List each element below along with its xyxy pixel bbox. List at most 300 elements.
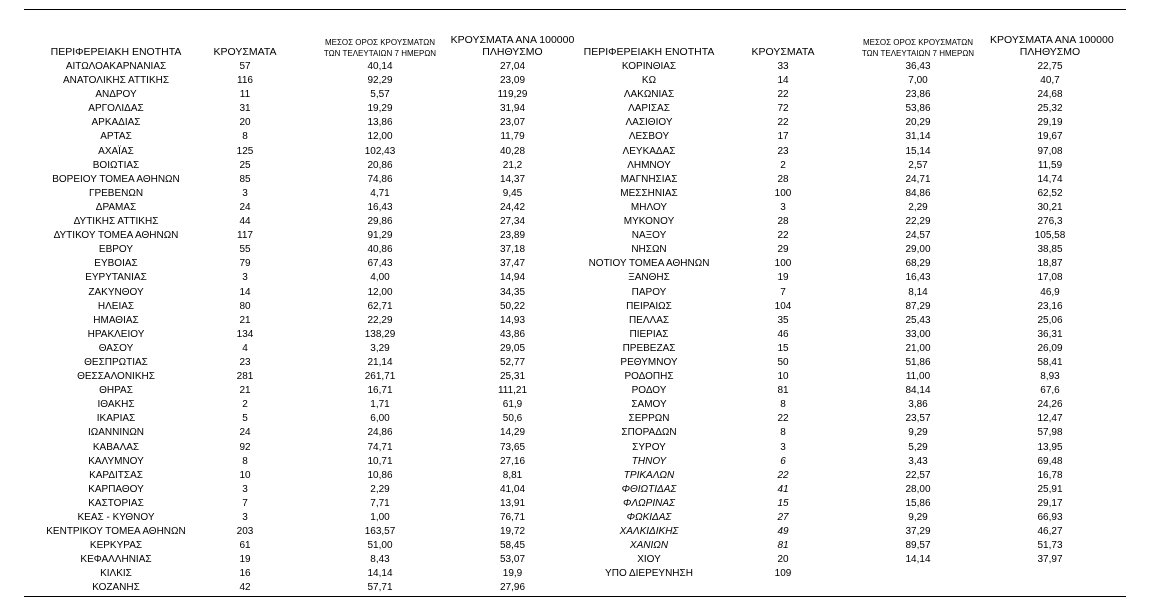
header-cases-left: ΚΡΟΥΣΜΑΤΑ <box>213 46 277 58</box>
table-row <box>0 271 1155 285</box>
table-row <box>0 116 1155 130</box>
region-cell: ΜΑΓΝΗΣΙΑΣ <box>620 173 678 185</box>
per100k-cell: 38,85 <box>1037 244 1063 256</box>
cases-cell: 46 <box>777 328 789 340</box>
per100k-cell: 25,06 <box>1037 314 1063 326</box>
cases-cell: 81 <box>777 540 789 552</box>
avg7-cell: 31,14 <box>905 131 931 143</box>
table-row <box>0 74 1155 88</box>
region-cell: ΑΙΤΩΛΟΑΚΑΡΝΑΝΙΑΣ <box>65 61 167 72</box>
header-avg7-left-line1: ΜΕΣΟΣ ΟΡΟΣ ΚΡΟΥΣΜΑΤΩΝ <box>324 38 436 47</box>
table-row <box>0 314 1155 328</box>
per100k-cell: 14,37 <box>499 173 526 185</box>
table-row <box>0 525 1155 539</box>
region-cell: ΚΑΡΠΑΘΟΥ <box>88 483 144 495</box>
region-cell: ΥΠΟ ΔΙΕΡΕΥΝΗΣΗ <box>605 568 693 580</box>
avg7-cell: 7,71 <box>370 497 390 509</box>
per100k-cell: 37,97 <box>1037 554 1063 566</box>
table-row <box>0 553 1155 567</box>
region-cell: ΕΥΡΥΤΑΝΙΑΣ <box>85 272 147 284</box>
per100k-cell: 8,93 <box>1040 371 1060 383</box>
avg7-cell: 33,00 <box>905 328 931 340</box>
cases-table <box>0 60 1155 596</box>
cases-cell: 33 <box>777 61 789 72</box>
avg7-cell: 29,00 <box>905 244 931 256</box>
region-cell: ΤΗΝΟΥ <box>631 455 667 467</box>
table-row <box>0 102 1155 116</box>
avg7-cell: 21,14 <box>367 356 393 368</box>
cases-cell: 35 <box>777 314 789 326</box>
region-cell: ΑΝΔΡΟΥ <box>95 89 137 101</box>
region-cell: ΡΟΔΟΠΗΣ <box>624 371 674 383</box>
per100k-cell: 23,07 <box>499 117 526 129</box>
region-cell: ΑΧΑΪΑΣ <box>98 145 134 157</box>
region-cell: ΝΗΣΩΝ <box>631 244 667 256</box>
avg7-cell: 9,29 <box>908 427 928 439</box>
region-cell: ΛΑΚΩΝΙΑΣ <box>623 89 675 101</box>
per100k-cell: 30,21 <box>1037 201 1063 213</box>
region-cell: ΙΩΑΝΝΙΝΩΝ <box>87 427 145 439</box>
avg7-cell: 3,29 <box>370 342 390 354</box>
cases-cell: 5 <box>242 413 248 425</box>
cases-cell: 104 <box>774 300 792 312</box>
cases-cell: 22 <box>777 230 789 242</box>
per100k-cell: 119,29 <box>497 89 528 101</box>
per100k-cell: 14,29 <box>499 427 526 439</box>
cases-cell: 6 <box>780 455 786 467</box>
cases-cell: 19 <box>777 272 789 284</box>
avg7-cell: 20,29 <box>905 117 931 129</box>
header-per100k-left <box>450 34 575 58</box>
per100k-cell: 14,74 <box>1037 173 1063 185</box>
table-row <box>0 483 1155 497</box>
per100k-cell: 23,89 <box>499 230 526 242</box>
table-row <box>0 384 1155 398</box>
per100k-cell: 13,95 <box>1037 441 1063 453</box>
per100k-cell: 41,04 <box>499 483 526 495</box>
region-cell: ΔΡΑΜΑΣ <box>95 201 137 213</box>
cases-cell: 2 <box>242 399 248 411</box>
per100k-cell: 13,91 <box>499 497 526 509</box>
per100k-cell: 23,09 <box>499 75 526 87</box>
table-row <box>0 173 1155 187</box>
avg7-cell: 23,86 <box>905 89 931 101</box>
cases-cell: 20 <box>239 117 251 129</box>
table-row <box>0 130 1155 144</box>
header-per100k-left-line1: ΚΡΟΥΣΜΑΤΑ ΑΝΑ 100000 <box>450 34 575 46</box>
avg7-cell: 5,29 <box>908 441 928 453</box>
cases-cell: 8 <box>780 399 786 411</box>
table-row <box>0 187 1155 201</box>
avg7-cell: 24,71 <box>905 173 931 185</box>
header-avg7-left <box>310 37 450 59</box>
cases-cell: 117 <box>237 230 253 242</box>
region-cell: ΚΕΦΑΛΛΗΝΙΑΣ <box>80 554 152 566</box>
cases-cell: 8 <box>242 455 248 467</box>
avg7-cell: 2,57 <box>908 159 928 171</box>
avg7-cell: 51,00 <box>367 540 393 552</box>
cases-cell: 28 <box>777 216 789 228</box>
avg7-cell: 14,14 <box>367 568 393 580</box>
region-cell: ΧΙΟΥ <box>637 554 661 566</box>
per100k-cell: 37,47 <box>499 258 526 270</box>
header-per100k-left-line2: ΠΛΗΘΥΣΜΟ <box>482 46 543 58</box>
region-cell: ΧΑΝΙΩΝ <box>629 540 669 552</box>
cases-cell: 203 <box>236 526 254 538</box>
avg7-cell: 261,71 <box>364 371 396 383</box>
avg7-cell: 3,86 <box>908 399 928 411</box>
per100k-cell: 40,7 <box>1040 75 1060 87</box>
avg7-cell: 87,29 <box>905 300 931 312</box>
avg7-cell: 68,29 <box>905 258 931 270</box>
cases-cell: 81 <box>777 385 789 397</box>
per100k-cell: 73,65 <box>499 441 526 453</box>
header-per100k-right-line1: ΚΡΟΥΣΜΑΤΑ ΑΝΑ 100000 <box>990 34 1114 46</box>
per100k-cell: 21,2 <box>502 159 523 171</box>
region-cell: ΑΡΚΑΔΙΑΣ <box>91 117 141 129</box>
per100k-cell: 58,45 <box>499 540 526 552</box>
region-cell: ΞΑΝΘΗΣ <box>628 272 670 284</box>
region-cell: ΘΗΡΑΣ <box>99 385 133 397</box>
per100k-cell: 31,94 <box>499 103 526 115</box>
table-row <box>0 511 1155 525</box>
table-row <box>0 257 1155 271</box>
cases-cell: 3 <box>242 483 248 495</box>
avg7-cell: 16,43 <box>367 201 393 213</box>
cases-cell: 15 <box>777 342 789 354</box>
avg7-cell: 15,14 <box>905 145 931 157</box>
region-cell: ΤΡΙΚΑΛΩΝ <box>623 469 675 481</box>
cases-cell: 24 <box>239 427 251 439</box>
per100k-cell: 58,41 <box>1037 356 1063 368</box>
per100k-cell: 23,16 <box>1037 300 1063 312</box>
region-cell: ΧΑΛΚΙΔΙΚΗΣ <box>619 526 679 538</box>
region-cell: ΗΛΕΙΑΣ <box>97 300 135 312</box>
avg7-cell: 16,43 <box>905 272 931 284</box>
header-avg7-right-line1: ΜΕΣΟΣ ΟΡΟΣ ΚΡΟΥΣΜΑΤΩΝ <box>862 38 974 47</box>
per100k-cell: 16,78 <box>1037 469 1063 481</box>
table-row <box>0 469 1155 483</box>
avg7-cell: 16,71 <box>367 385 393 397</box>
cases-cell: 3 <box>780 201 786 213</box>
region-cell: ΝΑΞΟΥ <box>631 230 667 242</box>
table-row <box>0 370 1155 384</box>
cases-cell: 17 <box>777 131 789 143</box>
per100k-cell: 46,27 <box>1037 526 1063 538</box>
per100k-cell: 27,16 <box>499 455 526 467</box>
region-cell: ΕΒΡΟΥ <box>98 244 134 256</box>
avg7-cell: 12,00 <box>367 131 393 143</box>
cases-cell: 10 <box>239 469 251 481</box>
per100k-cell: 27,96 <box>499 582 526 594</box>
region-cell: ΦΘΙΩΤΙΔΑΣ <box>621 483 677 495</box>
table-row <box>0 539 1155 553</box>
avg7-cell: 40,14 <box>367 61 393 72</box>
avg7-cell: 22,57 <box>905 469 931 481</box>
avg7-cell: 22,29 <box>905 216 931 228</box>
region-cell: ΚΑΡΔΙΤΣΑΣ <box>89 469 143 481</box>
avg7-cell: 22,29 <box>367 314 393 326</box>
cases-cell: 100 <box>774 187 792 199</box>
avg7-cell: 8,43 <box>370 554 390 566</box>
region-cell: ΙΚΑΡΙΑΣ <box>96 413 136 425</box>
cases-cell: 20 <box>777 554 789 566</box>
per100k-cell: 17,08 <box>1037 272 1063 284</box>
avg7-cell: 4,71 <box>370 187 390 199</box>
per100k-cell: 27,34 <box>499 216 526 228</box>
per100k-cell: 36,31 <box>1037 328 1063 340</box>
cases-cell: 16 <box>239 568 251 580</box>
cases-cell: 3 <box>242 187 248 199</box>
avg7-cell: 2,29 <box>908 201 928 213</box>
cases-cell: 3 <box>242 512 248 523</box>
header-per100k-right <box>990 34 1114 58</box>
table-row <box>0 342 1155 356</box>
avg7-cell: 62,71 <box>367 300 393 312</box>
table-row <box>0 441 1155 455</box>
avg7-cell: 53,86 <box>905 103 931 115</box>
per100k-cell: 43,86 <box>499 328 526 340</box>
table-row <box>0 455 1155 469</box>
table-row <box>0 88 1155 102</box>
per100k-cell: 40,28 <box>499 145 526 157</box>
per100k-cell: 111,21 <box>497 385 528 397</box>
cases-cell: 125 <box>236 145 254 157</box>
avg7-cell: 84,86 <box>905 187 931 199</box>
region-cell: ΛΑΣΙΘΙΟΥ <box>625 117 673 129</box>
cases-cell: 19 <box>239 554 251 566</box>
region-cell: ΛΕΣΒΟΥ <box>628 131 670 143</box>
per100k-cell: 25,31 <box>499 371 526 383</box>
avg7-cell: 25,43 <box>905 314 931 326</box>
avg7-cell: 74,71 <box>367 441 393 453</box>
cases-cell: 50 <box>777 356 789 368</box>
region-cell: ΚΟΖΑΝΗΣ <box>92 582 140 594</box>
avg7-cell: 74,86 <box>367 173 393 185</box>
region-cell: ΣΑΜΟΥ <box>631 399 667 411</box>
region-cell: ΚΕΑΣ - ΚΥΘΝΟΥ <box>77 512 155 523</box>
avg7-cell: 5,57 <box>370 89 390 101</box>
region-cell: ΠΡΕΒΕΖΑΣ <box>622 342 676 354</box>
cases-cell: 21 <box>239 314 251 326</box>
per100k-cell: 53,07 <box>499 554 526 566</box>
table-row <box>0 243 1155 257</box>
cases-cell: 31 <box>239 103 251 115</box>
header-per100k-right-line2: ΠΛΗΘΥΣΜΟ <box>1019 46 1081 58</box>
region-cell: ΛΕΥΚΑΔΑΣ <box>622 145 676 157</box>
cases-cell: 100 <box>774 258 792 270</box>
avg7-cell: 10,71 <box>367 455 393 467</box>
per100k-cell: 24,68 <box>1037 89 1063 101</box>
cases-cell: 85 <box>239 173 251 185</box>
avg7-cell: 20,86 <box>367 159 393 171</box>
cases-cell: 10 <box>777 371 789 383</box>
avg7-cell: 40,86 <box>367 244 393 256</box>
region-cell: ΖΑΚΥΝΘΟΥ <box>88 286 144 298</box>
per100k-cell: 52,77 <box>499 356 526 368</box>
region-cell: ΣΥΡΟΥ <box>632 441 666 453</box>
per100k-cell: 276,3 <box>1037 216 1063 228</box>
per100k-cell: 66,93 <box>1037 512 1063 523</box>
per100k-cell: 18,87 <box>1037 258 1063 270</box>
table-row <box>0 201 1155 215</box>
header-avg7-right <box>848 37 988 59</box>
table-row <box>0 497 1155 511</box>
cases-cell: 28 <box>777 173 789 185</box>
cases-cell: 24 <box>239 201 251 213</box>
table-row <box>0 328 1155 342</box>
avg7-cell: 13,86 <box>367 117 393 129</box>
per100k-cell: 25,32 <box>1037 103 1063 115</box>
region-cell: ΚΩ <box>641 75 657 87</box>
table-row <box>0 229 1155 243</box>
cases-cell: 11 <box>239 89 251 101</box>
region-cell: ΕΥΒΟΙΑΣ <box>94 258 138 270</box>
header-region-left: ΠΕΡΙΦΕΡΕΙΑΚΗ ΕΝΟΤΗΤΑ <box>50 46 182 58</box>
region-cell: ΠΕΙΡΑΙΩΣ <box>626 300 672 312</box>
region-cell: ΠΙΕΡΙΑΣ <box>629 328 669 340</box>
table-row <box>0 567 1155 581</box>
avg7-cell: 1,71 <box>370 399 390 411</box>
cases-cell: 14 <box>777 75 789 87</box>
region-cell: ΡΟΔΟΥ <box>631 385 667 397</box>
cases-cell: 8 <box>242 131 248 143</box>
region-cell: ΛΗΜΝΟΥ <box>627 159 671 171</box>
per100k-cell: 37,18 <box>499 244 526 256</box>
region-cell: ΚΑΣΤΟΡΙΑΣ <box>88 497 144 509</box>
region-cell: ΣΠΟΡΑΔΩΝ <box>621 427 677 439</box>
avg7-cell: 12,00 <box>367 286 393 298</box>
table-row <box>0 145 1155 159</box>
region-cell: ΙΘΑΚΗΣ <box>97 399 135 411</box>
cases-cell: 23 <box>777 145 789 157</box>
avg7-cell: 36,43 <box>905 61 931 72</box>
avg7-cell: 91,29 <box>367 230 393 242</box>
per100k-cell: 8,81 <box>502 469 523 481</box>
avg7-cell: 19,29 <box>367 103 393 115</box>
region-cell: ΡΕΘΥΜΝΟΥ <box>620 356 678 368</box>
avg7-cell: 15,86 <box>905 497 931 509</box>
cases-cell: 22 <box>777 469 789 481</box>
avg7-cell: 92,29 <box>367 75 393 87</box>
region-cell: ΚΕΝΤΡΙΚΟΥ ΤΟΜΕΑ ΑΘΗΝΩΝ <box>46 526 186 538</box>
cases-cell: 3 <box>780 441 786 453</box>
cases-cell: 55 <box>239 244 251 256</box>
cases-cell: 3 <box>242 272 248 284</box>
avg7-cell: 4,00 <box>370 272 390 284</box>
cases-cell: 42 <box>239 582 251 594</box>
cases-cell: 92 <box>239 441 251 453</box>
avg7-cell: 10,86 <box>367 469 393 481</box>
region-cell: ΒΟΡΕΙΟΥ ΤΟΜΕΑ ΑΘΗΝΩΝ <box>52 173 180 185</box>
region-cell: ΚΑΛΥΜΝΟΥ <box>88 455 144 467</box>
region-cell: ΑΡΓΟΛΙΔΑΣ <box>88 103 144 115</box>
per100k-cell: 22,75 <box>1037 61 1063 72</box>
cases-cell: 23 <box>239 356 251 368</box>
table-row <box>0 60 1155 74</box>
per100k-cell: 76,71 <box>499 512 526 523</box>
cases-cell: 15 <box>777 497 789 509</box>
table-row <box>0 215 1155 229</box>
avg7-cell: 102,43 <box>364 145 396 157</box>
cases-cell: 116 <box>237 75 253 87</box>
per100k-cell: 105,58 <box>1034 230 1066 242</box>
cases-cell: 134 <box>236 328 254 340</box>
per100k-cell: 29,17 <box>1037 497 1063 509</box>
region-cell: ΘΕΣΠΡΩΤΙΑΣ <box>84 356 148 368</box>
region-cell: ΜΗΛΟΥ <box>630 201 668 213</box>
avg7-cell: 51,86 <box>905 356 931 368</box>
region-cell: ΜΥΚΟΝΟΥ <box>623 216 675 228</box>
table-row <box>0 412 1155 426</box>
cases-cell: 7 <box>780 286 786 298</box>
per100k-cell: 25,91 <box>1037 483 1063 495</box>
region-cell: ΚΟΡΙΝΘΙΑΣ <box>621 61 677 72</box>
region-cell: ΘΑΣΟΥ <box>98 342 134 354</box>
table-row <box>0 300 1155 314</box>
avg7-cell: 57,71 <box>367 582 393 594</box>
per100k-cell: 19,67 <box>1037 131 1063 143</box>
table-row <box>0 581 1155 595</box>
region-cell: ΘΕΣΣΑΛΟΝΙΚΗΣ <box>77 371 155 383</box>
region-cell: ΑΡΤΑΣ <box>100 131 132 143</box>
avg7-cell: 23,57 <box>905 413 931 425</box>
cases-cell: 281 <box>236 371 254 383</box>
cases-cell: 29 <box>777 244 789 256</box>
table-row <box>0 426 1155 440</box>
avg7-cell: 24,57 <box>905 230 931 242</box>
avg7-cell: 28,00 <box>905 483 931 495</box>
avg7-cell: 138,29 <box>364 328 396 340</box>
top-rule <box>24 9 1126 10</box>
cases-cell: 80 <box>239 300 251 312</box>
region-cell: ΚΕΡΚΥΡΑΣ <box>89 540 143 552</box>
header-avg7-right-line2: ΤΩΝ ΤΕΛΕΥΤΑΙΩΝ 7 ΗΜΕΡΩΝ <box>861 49 975 58</box>
avg7-cell: 67,43 <box>367 258 393 270</box>
per100k-cell: 62,52 <box>1037 187 1063 199</box>
avg7-cell: 24,86 <box>367 427 393 439</box>
bottom-rule <box>24 596 1126 597</box>
region-cell: ΠΕΛΛΑΣ <box>628 314 670 326</box>
per100k-cell: 29,19 <box>1037 117 1063 129</box>
cases-cell: 79 <box>239 258 251 270</box>
cases-cell: 57 <box>239 61 251 72</box>
table-row <box>0 398 1155 412</box>
avg7-cell: 6,00 <box>370 413 390 425</box>
avg7-cell: 2,29 <box>370 483 390 495</box>
cases-cell: 8 <box>780 427 786 439</box>
cases-cell: 27 <box>777 512 789 523</box>
cases-cell: 44 <box>239 216 251 228</box>
region-cell: ΒΟΙΩΤΙΑΣ <box>92 159 140 171</box>
avg7-cell: 7,00 <box>908 75 928 87</box>
cases-cell: 4 <box>242 342 248 354</box>
region-cell: ΗΜΑΘΙΑΣ <box>93 314 139 326</box>
cases-cell: 2 <box>780 159 786 171</box>
avg7-cell: 9,29 <box>908 512 928 523</box>
avg7-cell: 163,57 <box>364 526 396 538</box>
cases-cell: 49 <box>777 526 789 538</box>
per100k-cell: 26,09 <box>1037 342 1063 354</box>
table-row <box>0 159 1155 173</box>
region-cell: ΦΛΩΡΙΝΑΣ <box>623 497 675 509</box>
cases-cell: 25 <box>239 159 251 171</box>
cases-cell: 22 <box>777 413 789 425</box>
per100k-cell: 9,45 <box>502 187 523 199</box>
region-cell: ΛΑΡΙΣΑΣ <box>628 103 670 115</box>
header-avg7-left-line2: ΤΩΝ ΤΕΛΕΥΤΑΙΩΝ 7 ΗΜΕΡΩΝ <box>323 49 437 58</box>
region-cell: ΔΥΤΙΚΗΣ ΑΤΤΙΚΗΣ <box>73 216 159 228</box>
